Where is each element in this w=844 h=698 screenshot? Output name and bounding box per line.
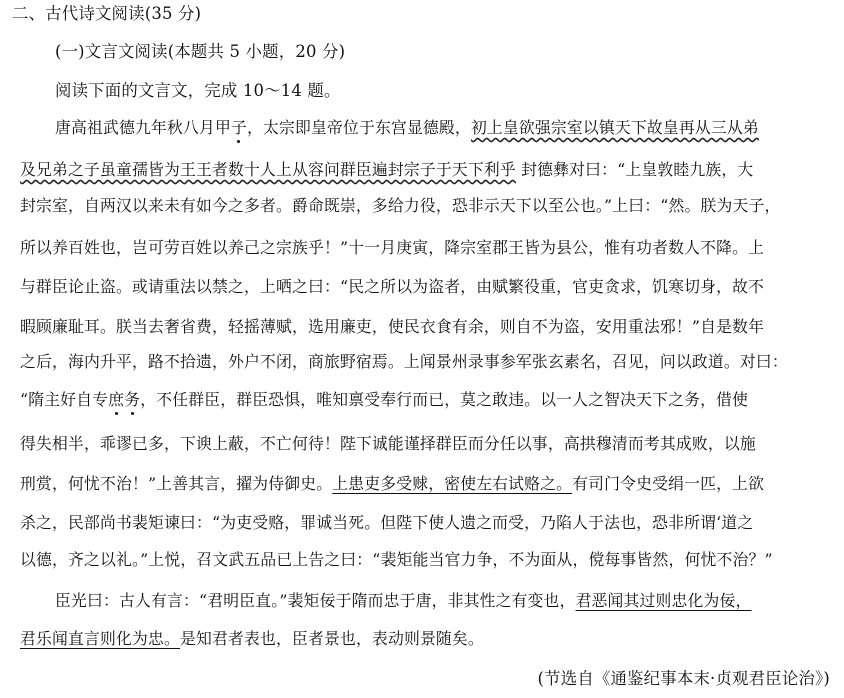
passage-line-8: “隋主好自专庶务，不任群臣，群臣恐惧，唯知禀受奉行而已，莫之敢违。以一人之智决天下之务，借使 — [20, 390, 749, 409]
passage-line-10: 刑赏，何忧不治！”上善其言，擢为侍御史。上患吏多受赇，密使左右试赂之。有司门令史受绢一匹，上欲 — [20, 474, 765, 493]
passage-line-2: 及兄弟之子虽童孺皆为王王者数十人上从容问群臣遍封宗子于天下利乎 封德彝对曰：“上皇敦睦九族，大 — [20, 160, 754, 179]
passage-line-12: 以德，齐之以礼。”上悦，召文武五品已上告之曰：“裴矩能当官力争，不为面从，傥每事皆然，何忧不治？” — [20, 550, 773, 569]
dotted-char: 子 — [230, 118, 247, 137]
dotted-char: 庶 — [108, 390, 125, 409]
source-note: (节选自《通鉴纪事本末·贞观君臣论治》) — [537, 669, 830, 688]
underlined-text: 上患吏多受赇，密使左右试赂之。 — [332, 474, 573, 493]
passage-line-14: 君乐闻直言则化为忠。是知君者表也，臣者景也，表动则景随矣。 — [20, 629, 484, 648]
passage-line-4: 所以养百姓也，岂可劳百姓以养己之宗族乎！”十一月庚寅，降宗室郡王皆为县公，惟有功者数人不降。上 — [20, 238, 765, 257]
dotted-char: 务 — [124, 390, 141, 409]
passage-line-13: 臣光曰：古人有言：“君明臣直。”裴矩佞于隋而忠于唐，非其性之有变也，君恶闻其过则忠化为佞， — [55, 591, 752, 610]
instruction-text: 阅读下面的文言文，完成 10～14 题。 — [55, 81, 341, 100]
section-title: 二、古代诗文阅读(35 分) — [12, 4, 202, 23]
underlined-text: 君恶闻其过则忠化为佞， — [575, 591, 752, 610]
passage-line-3: 封宗室，自两汉以来未有如今之多者。爵命既崇，多给力役，恐非示天下以至公也。”上曰：“然。朕为天子， — [20, 196, 781, 215]
passage-line-5: 与群臣论止盗。或请重法以禁之，上哂之曰：“民之所以为盗者，由赋繁役重，官吏贪求，饥寒切身，故不 — [20, 277, 765, 296]
passage-line-1: 唐高祖武德九年秋八月甲子，太宗即皇帝位于东宫显德殿，初上皇欲强宗室以镇天下故皇再从三从弟 — [55, 118, 759, 137]
passage-line-7: 之后，海内升平，路不拾遗，外户不闭，商旅野宿焉。上闻景州录事参军张玄素名，召见，问以政道。对曰： — [20, 352, 788, 371]
passage-line-6: 暇顾廉耻耳。朕当去奢省费，轻摇薄赋，选用廉吏，使民衣食有余，则自不为盗，安用重法邪！”自是数年 — [20, 317, 765, 336]
wavy-underlined-text: 及兄弟之子虽童孺皆为王王者数十人上从容问群臣遍封宗子于天下利乎 — [20, 160, 516, 179]
passage-line-11: 杀之，民部尚书裴矩谏曰：“为吏受赂，罪诚当死。但陛下使人遗之而受，乃陷人于法也，恐非所谓‘道之 — [20, 513, 754, 532]
subsection-title: (一)文言文阅读(本题共 5 小题，20 分) — [55, 42, 346, 61]
wavy-underlined-text: 初上皇欲强宗室以镇天下故皇再从三从弟 — [470, 118, 759, 137]
underlined-text: 君乐闻直言则化为忠。 — [20, 629, 180, 648]
passage-line-9: 得失相半，乖谬已多，下谀上蔽，不亡何待！陛下诚能谨择群臣而分任以事，高拱穆清而考其成败，以施 — [20, 434, 756, 453]
